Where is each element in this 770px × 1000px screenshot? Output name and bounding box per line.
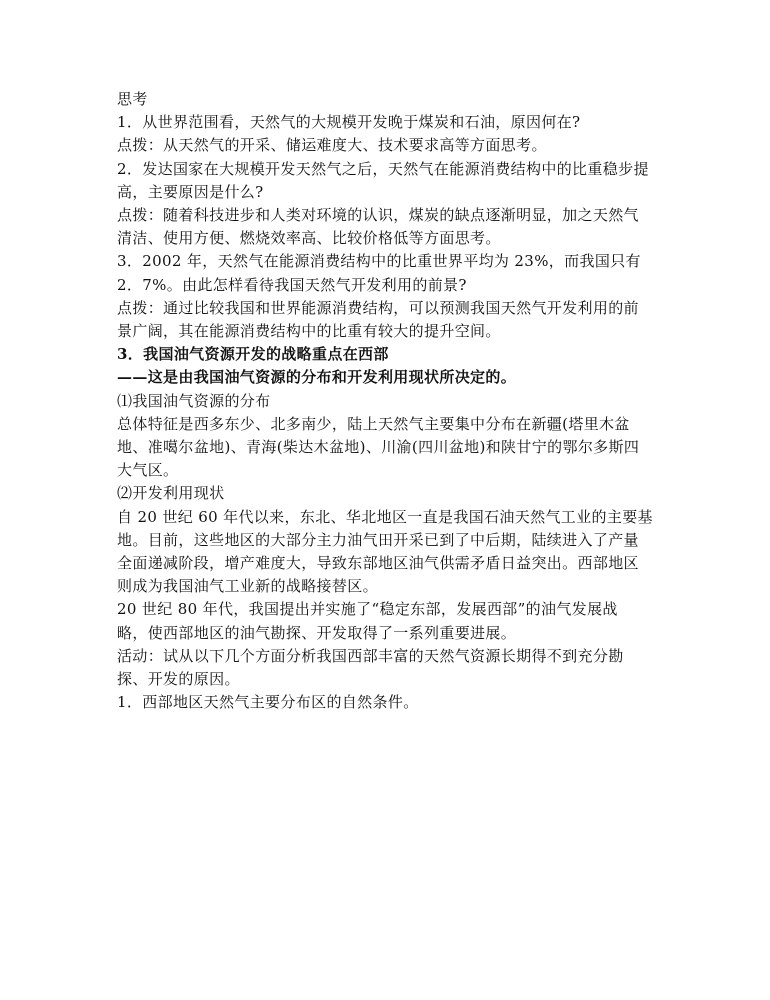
question-1: 1．从世界范围看，天然气的大规模开发晚于煤炭和石油，原因何在? (117, 113, 581, 132)
question-3-line-1: 3．2002 年，天然气在能源消费结构中的比重世界平均为 23%，而我国只有 (117, 252, 641, 271)
subsection-distribution-title: ⑴我国油气资源的分布 (117, 391, 271, 410)
strategy-paragraph-line-1: 20 世纪 80 年代，我国提出并实施了“稳定东部，发展西部”的油气发展战 (117, 600, 618, 619)
distribution-paragraph-line-2: 地、准噶尔盆地)、青海(柴达木盆地)、川渝(四川盆地)和陕甘宁的鄂尔多斯四 (117, 438, 640, 457)
section-heading-3: 3．我国油气资源开发的战略重点在西部 (117, 345, 389, 364)
activity-item-1: 1．西部地区天然气主要分布区的自然条件。 (117, 693, 419, 712)
activity-line-2: 探、开发的原因。 (117, 670, 240, 689)
status-paragraph-line-3: 全面递减阶段，增产难度大，导致东部地区油气供需矛盾日益突出。西部地区 (117, 554, 639, 573)
question-2-line-1: 2．发达国家在大规模开发天然气之后，天然气在能源消费结构中的比重稳步提 (117, 159, 649, 178)
hint-2-line-2: 清洁、使用方便、燃烧效率高、比较价格低等方面思考。 (117, 229, 501, 248)
section-subheading: ——这是由我国油气资源的分布和开发利用现状所决定的。 (117, 368, 517, 387)
question-3-line-2: 2．7%。由此怎样看待我国天然气开发利用的前景? (117, 275, 467, 294)
hint-3-line-1: 点拨：通过比较我国和世界能源消费结构，可以预测我国天然气开发利用的前 (117, 298, 639, 317)
activity-line-1: 活动：试从以下几个方面分析我国西部丰富的天然气资源长期得不到充分勘 (117, 646, 624, 665)
status-paragraph-line-1: 自 20 世纪 60 年代以来，东北、华北地区一直是我国石油天然气工业的主要基 (117, 507, 653, 526)
hint-2-line-1: 点拨：随着科技进步和人类对环境的认识，煤炭的缺点逐渐明显，加之天然气 (117, 206, 639, 225)
question-2-line-2: 高，主要原因是什么? (117, 182, 264, 201)
status-paragraph-line-4: 则成为我国油气工业新的战略接替区。 (117, 577, 378, 596)
section-heading-thinking: 思考 (117, 90, 148, 108)
strategy-paragraph-line-2: 略，使西部地区的油气勘探、开发取得了一系列重要进展。 (117, 623, 517, 642)
hint-3-line-2: 景广阔，其在能源消费结构中的比重有较大的提升空间。 (117, 322, 501, 341)
distribution-paragraph-line-3: 大气区。 (117, 461, 179, 480)
subsection-status-title: ⑵开发利用现状 (117, 484, 225, 503)
hint-1: 点拨：从天然气的开采、储运难度大、技术要求高等方面思考。 (117, 136, 547, 155)
distribution-paragraph-line-1: 总体特征是西多东少、北多南少，陆上天然气主要集中分布在新疆(塔里木盆 (117, 414, 630, 433)
document-body (117, 88, 657, 714)
status-paragraph-line-2: 地。目前，这些地区的大部分主力油气田开采已到了中后期，陆续进入了产量 (117, 530, 639, 549)
